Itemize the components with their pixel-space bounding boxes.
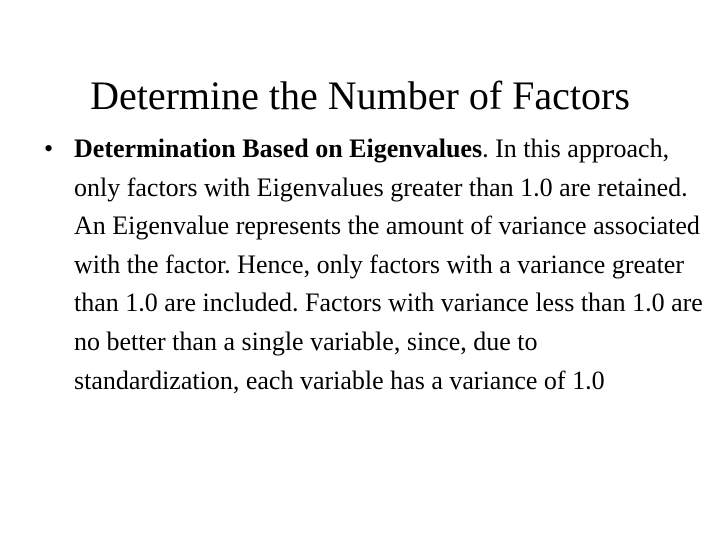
- bullet-heading: Determination Based on Eigenvalues: [74, 134, 483, 163]
- bullet-list: [44, 130, 704, 400]
- bullet-item: [44, 130, 704, 400]
- bullet-icon: •: [44, 134, 54, 163]
- bullet-separator: .: [482, 134, 496, 163]
- slide-title: Determine the Number of Factors: [90, 73, 630, 118]
- bullet-body-text: In this approach, only factors with Eigenvalues greater than 1.0 are retained. An Eigenvalue represents the amount of variance associated with the factor. Hence, only factors with a variance greater than 1.0 are included. Factors with variance less than 1.0 are no better than a single variable, since, due to standardization, each variable has a variance of 1.0: [74, 134, 703, 395]
